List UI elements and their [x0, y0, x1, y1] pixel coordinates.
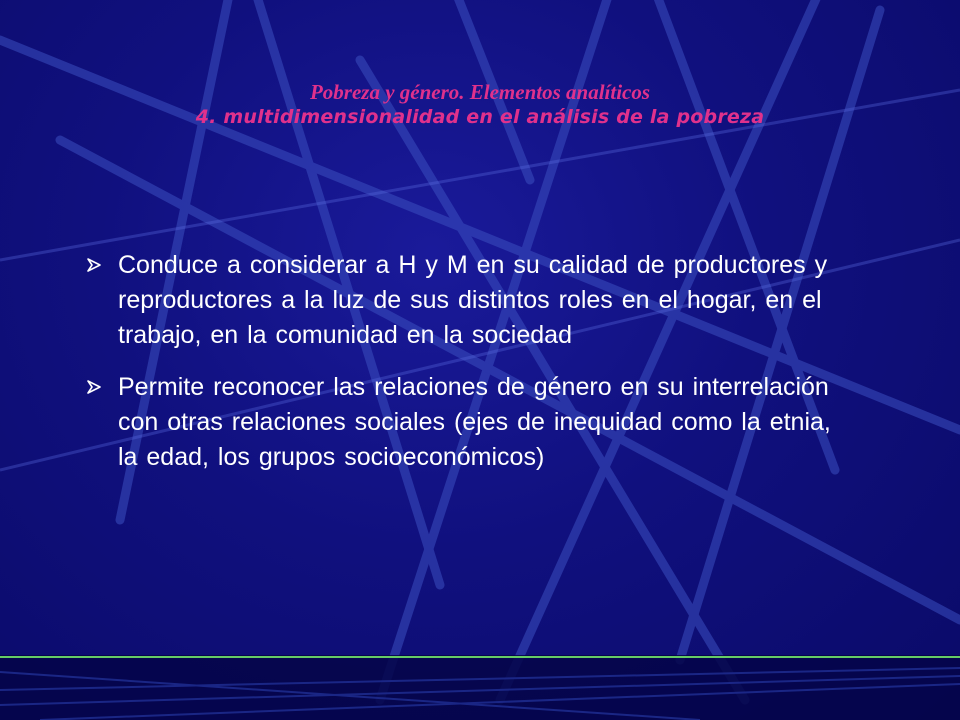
arrow-bullet-icon	[86, 257, 102, 273]
slide-title: Pobreza y género. Elementos analíticos	[309, 80, 651, 104]
arrow-bullet-icon	[86, 379, 102, 395]
bullet-item	[84, 370, 844, 475]
bullet-text: Conduce a considerar a H y M en su calidad de productores y reproductores a la luz de sus distintos roles en el hogar, en el trabajo, en la comunidad en la sociedad	[118, 251, 828, 349]
slide-header	[0, 80, 960, 130]
bullet-item	[84, 248, 844, 353]
slide-subtitle: 4. multidimensionalidad en el análisis de la pobreza	[195, 106, 765, 128]
bullet-text: Permite reconocer las relaciones de género en su interrelación con otras relaciones sociales (ejes de inequidad como la etnia, la edad, los grupos socioeconómicos)	[118, 373, 831, 471]
bullet-list	[84, 248, 844, 492]
